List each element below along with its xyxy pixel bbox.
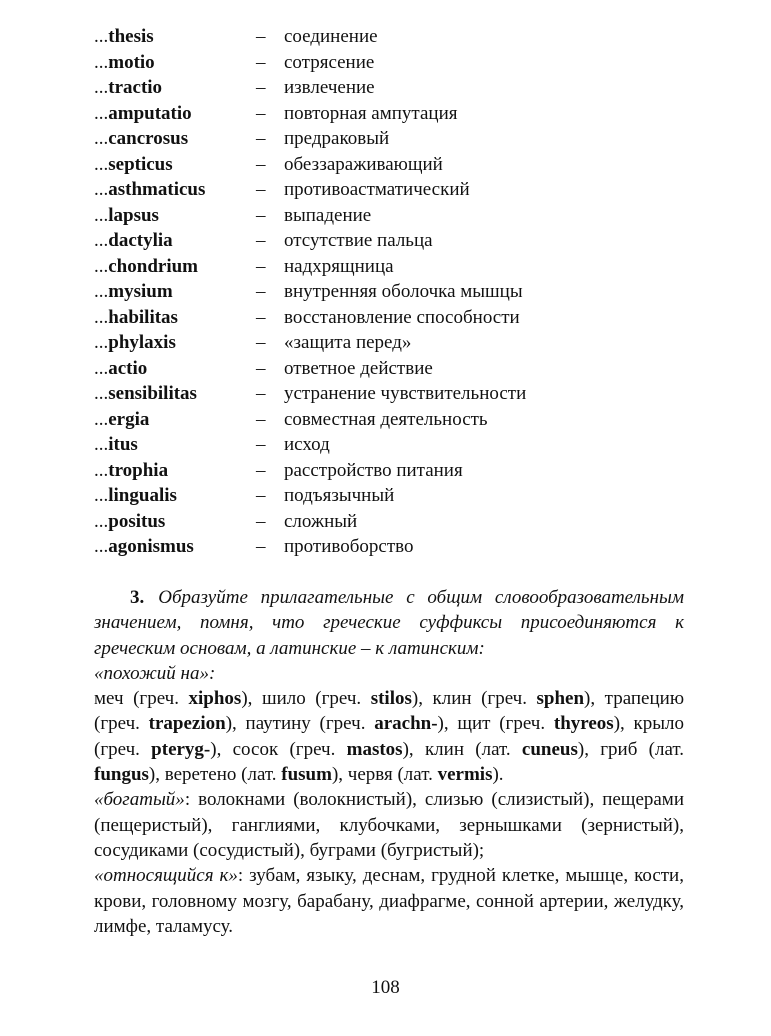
- vocab-dash: –: [256, 306, 266, 328]
- vocab-term: ...positus: [94, 510, 166, 532]
- vocab-dash: –: [256, 102, 266, 124]
- vocab-meaning: отсутствие пальца: [284, 230, 433, 251]
- rich-paragraph: «богатый»: волокнами (волокнистый), слизью (слизистый), пещерами (пещеристый), ганглиями, клубочками, зернышками (зернистый), сосудиками (сосудистый), буграми (бугристый);: [94, 789, 684, 861]
- relating-label: «относящийся к»: [94, 865, 238, 887]
- vocab-dash: –: [256, 51, 266, 73]
- rich-label: «богатый»: [94, 789, 185, 811]
- vocab-dash: –: [256, 536, 266, 557]
- vocab-row: [94, 432, 734, 458]
- vocab-meaning: извлечение: [284, 77, 375, 98]
- vocab-row: [94, 381, 734, 407]
- vocab-term: ...motio: [94, 51, 155, 73]
- vocab-dash: –: [256, 153, 266, 175]
- vocab-term: ...amputatio: [94, 102, 192, 124]
- vocab-term: ...septicus: [94, 153, 173, 175]
- vocab-term: ...tractio: [94, 77, 163, 98]
- relating-paragraph: «относящийся к»: зубам, языку, деснам, грудной клетке, мышце, кости, крови, головному мозгу, барабану, диафрагме, сонной артерии, желудку, лимфе, таламусу.: [94, 865, 684, 937]
- vocab-row: [94, 509, 734, 535]
- vocab-row: [94, 534, 734, 560]
- vocab-meaning: ответное действие: [284, 357, 433, 379]
- vocab-term: ...mysium: [94, 281, 173, 302]
- vocab-term: ...trophia: [94, 459, 169, 481]
- vocab-row: [94, 101, 734, 127]
- vocab-meaning: противоастматический: [284, 179, 470, 200]
- page-number: 108: [371, 977, 400, 998]
- vocab-meaning: повторная ампутация: [284, 102, 458, 124]
- vocab-dash: –: [256, 332, 266, 353]
- vocab-dash: –: [256, 204, 266, 226]
- vocab-term: ...dactylia: [94, 230, 173, 251]
- vocab-term: ...itus: [94, 434, 138, 455]
- vocab-row: [94, 254, 734, 280]
- vocab-term: ...lapsus: [94, 204, 159, 226]
- vocab-dash: –: [256, 26, 266, 47]
- vocab-term: ...cancrosus: [94, 128, 189, 149]
- vocab-row: [94, 203, 734, 229]
- vocab-meaning: «защита перед»: [284, 332, 412, 353]
- vocab-meaning: предраковый: [284, 128, 390, 149]
- vocab-term: ...asthmaticus: [94, 179, 206, 200]
- vocab-dash: –: [256, 383, 266, 404]
- vocab-row: [94, 152, 734, 178]
- vocab-row: [94, 24, 734, 50]
- vocab-term: ...habilitas: [94, 306, 178, 328]
- vocab-dash: –: [256, 459, 266, 481]
- vocab-row: [94, 356, 734, 382]
- vocab-dash: –: [256, 485, 266, 506]
- vocab-term: ...phylaxis: [94, 332, 176, 353]
- vocab-dash: –: [256, 408, 266, 430]
- vocab-meaning: надхрящница: [284, 255, 394, 277]
- vocab-meaning: внутренняя оболочка мышцы: [284, 281, 523, 302]
- vocab-meaning: соединение: [284, 26, 378, 47]
- vocab-meaning: совместная деятельность: [284, 408, 488, 430]
- vocab-dash: –: [256, 77, 266, 98]
- vocab-dash: –: [256, 255, 266, 277]
- vocab-dash: –: [256, 357, 266, 379]
- vocab-row: [94, 407, 734, 433]
- vocab-row: [94, 458, 734, 484]
- vocab-row: [94, 305, 734, 331]
- vocab-term: ...actio: [94, 357, 148, 379]
- vocab-meaning: устранение чувствительности: [284, 383, 527, 404]
- vocab-row: [94, 126, 734, 152]
- vocab-dash: –: [256, 510, 266, 532]
- vocab-row: [94, 279, 734, 305]
- vocab-dash: –: [256, 434, 266, 455]
- vocab-dash: –: [256, 230, 266, 251]
- vocab-term: ...chondrium: [94, 255, 198, 277]
- vocab-dash: –: [256, 281, 266, 302]
- vocab-meaning: сложный: [284, 510, 358, 532]
- similar-label: «похожий на»:: [94, 662, 216, 684]
- vocab-meaning: выпадение: [284, 204, 372, 226]
- vocab-row: [94, 177, 734, 203]
- vocab-term: ...sensibilitas: [94, 383, 197, 404]
- vocab-dash: –: [256, 128, 266, 149]
- vocab-row: [94, 483, 734, 509]
- vocab-meaning: восстановление способности: [284, 306, 520, 328]
- exercise-number: 3.: [130, 587, 145, 608]
- vocab-meaning: противоборство: [284, 536, 414, 557]
- vocab-row: [94, 330, 734, 356]
- vocabulary-list: [94, 24, 734, 560]
- vocab-meaning: подъязычный: [284, 485, 395, 506]
- vocab-row: [94, 75, 734, 101]
- vocab-meaning: исход: [284, 434, 330, 455]
- vocab-term: ...ergia: [94, 408, 150, 430]
- vocab-row: [94, 228, 734, 254]
- vocab-meaning: расстройство питания: [284, 459, 463, 481]
- vocab-dash: –: [256, 179, 266, 200]
- vocab-term: ...agonismus: [94, 536, 194, 557]
- vocab-row: [94, 50, 734, 76]
- exercise-instruction: 3. Образуйте прилагательные с общим словообразовательным значением, помня, что греческие суффиксы присоединяются к греческим основам, а латинские – к латинским:: [94, 587, 684, 659]
- exercise-3: [94, 585, 684, 939]
- vocab-meaning: сотрясение: [284, 51, 375, 73]
- similar-items: меч (греч. xiphos), шило (греч. stilos), клин (греч. sphen), трапецию (греч. trapezion), паутину (греч. arachn-), щит (греч. thyreos), крыло (греч. pteryg-), сосок (греч. mastos), клин (лат. cuneus), гриб (лат. fungus), веретено (лат. fusum), червя (лат. vermis).: [94, 688, 685, 786]
- vocab-meaning: обеззараживающий: [284, 153, 443, 175]
- vocab-term: ...lingualis: [94, 485, 177, 506]
- vocab-term: ...thesis: [94, 26, 154, 47]
